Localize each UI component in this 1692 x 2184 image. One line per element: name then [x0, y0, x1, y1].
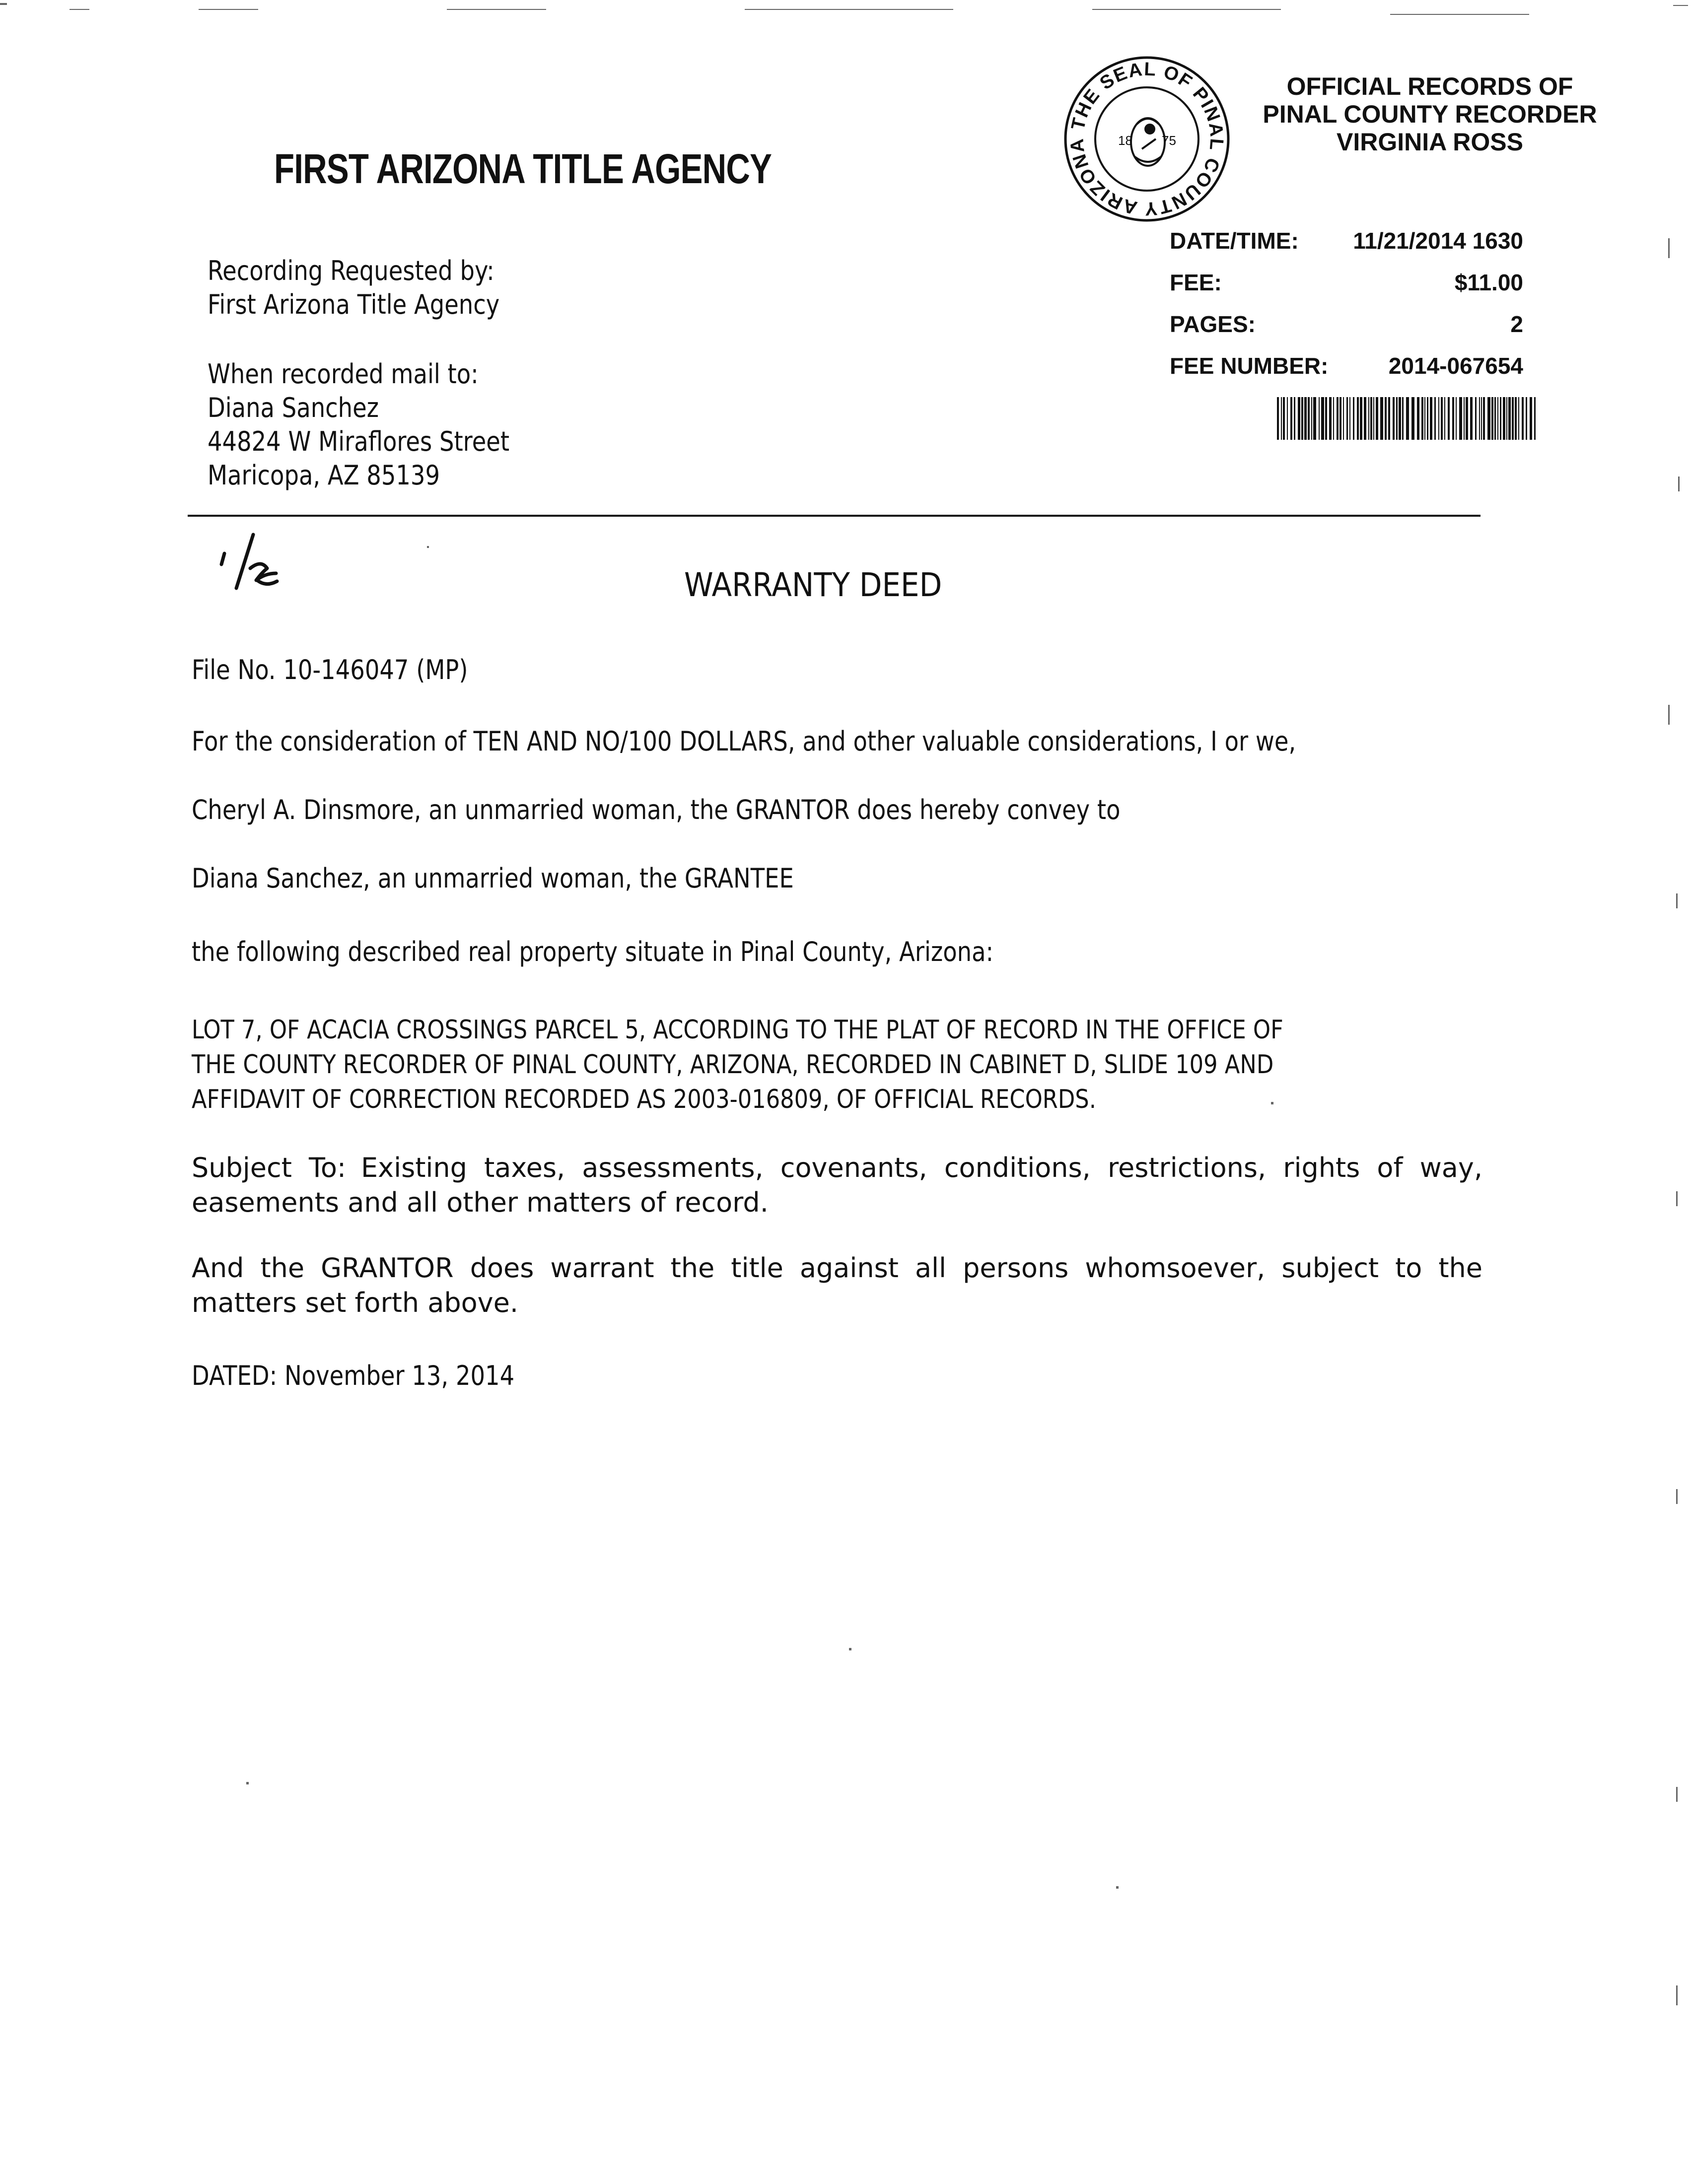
barcode-bar [1452, 397, 1454, 440]
mail-to-label: When recorded mail to: [208, 358, 479, 390]
barcode-bar [1346, 397, 1348, 440]
barcode-bar [1464, 397, 1465, 440]
barcode-bar [1530, 397, 1532, 440]
barcode-bar [1503, 397, 1505, 440]
pages-label: PAGES: [1170, 311, 1256, 337]
barcode-bar [1281, 397, 1282, 440]
dated-line: DATED: November 13, 2014 [192, 1360, 515, 1391]
barcode-bar [1370, 397, 1372, 440]
subject-to-text: Existing taxes, assessments, covenants, conditions, restrictions, rights of way, easements and all other matters of record. [192, 1152, 1482, 1218]
barcode-bar [1337, 397, 1339, 440]
barcode-bar [1438, 397, 1439, 440]
barcode-bar [1406, 397, 1409, 440]
recording-requested-block [208, 254, 499, 322]
barcode-bar [1494, 397, 1496, 440]
barcode-bar [1287, 397, 1288, 440]
legal-description-line: LOT 7, OF ACACIA CROSSINGS PARCEL 5, ACCORDING TO THE PLAT OF RECORD IN THE OFFICE OF [192, 1015, 1283, 1045]
barcode-bar [1325, 397, 1327, 440]
barcode-bar [1311, 397, 1312, 440]
barcode-bar [1430, 397, 1432, 440]
barcode-bar [1479, 397, 1480, 440]
barcode-bar [1340, 397, 1341, 440]
recording-requested-name: First Arizona Title Agency [208, 289, 500, 320]
barcode-bar [1368, 397, 1369, 440]
barcode-bar [1508, 397, 1511, 440]
grantor-clause: Cheryl A. Dinsmore, an unmarried woman, the GRANTOR does hereby convey to [192, 794, 1121, 825]
agency-name: FIRST ARIZONA TITLE AGENCY [274, 145, 772, 192]
barcode-bar [1526, 397, 1527, 440]
barcode-bar [1522, 397, 1524, 440]
file-number: File No. 10-146047 (MP) [192, 654, 468, 685]
barcode-bar [1333, 397, 1334, 440]
barcode-bar [1385, 397, 1387, 440]
recording-info-table [1170, 227, 1523, 394]
warranty-paragraph: And the GRANTOR does warrant the title against all persons whomsoever, subject to the matters set forth above. [192, 1252, 1482, 1318]
barcode-bar [1441, 397, 1443, 440]
barcode-bar [1298, 397, 1300, 440]
fee-value: $11.00 [1454, 270, 1523, 295]
barcode-bar [1491, 397, 1493, 440]
recorder-office-header [1241, 72, 1619, 156]
barcode-bar [1343, 397, 1344, 440]
consideration-clause: For the consideration of TEN AND NO/100 DOLLARS, and other valuable considerations, I or we, [192, 726, 1296, 757]
barcode-bar [1380, 397, 1383, 440]
barcode-icon [1277, 397, 1537, 440]
property-intro: the following described real property situate in Pinal County, Arizona: [192, 936, 994, 967]
svg-text:THE SEAL OF PINAL COUNTY ARIZO [1066, 59, 1227, 219]
barcode-bar [1283, 397, 1285, 440]
barcode-bar [1294, 397, 1295, 440]
fee-row [1170, 269, 1523, 311]
barcode-bar [1329, 397, 1332, 440]
barcode-bar [1290, 397, 1292, 440]
barcode-bar [1393, 397, 1395, 440]
seal-year-right: 75 [1162, 133, 1176, 148]
barcode-bar [1456, 397, 1457, 440]
barcode-bar [1388, 397, 1390, 440]
barcode-bar [1487, 397, 1490, 440]
fee-label: FEE: [1170, 270, 1222, 295]
barcode-bar [1373, 397, 1374, 440]
datetime-row [1170, 227, 1523, 269]
datetime-label: DATE/TIME: [1170, 228, 1299, 254]
barcode-bar [1319, 397, 1320, 440]
barcode-bar [1321, 397, 1324, 440]
grantee-clause: Diana Sanchez, an unmarried woman, the GRANTEE [192, 863, 794, 894]
barcode-bar [1353, 397, 1354, 440]
barcode-bar [1497, 397, 1498, 440]
barcode-bar [1402, 397, 1404, 440]
handwritten-initials-icon [208, 529, 297, 605]
barcode-bar [1421, 397, 1423, 440]
seal-year-left: 18 [1118, 133, 1132, 148]
barcode-bar [1417, 397, 1419, 440]
barcode-bar [1448, 397, 1450, 440]
barcode-bar [1427, 397, 1428, 440]
legal-description-line: THE COUNTY RECORDER OF PINAL COUNTY, ARIZONA, RECORDED IN CABINET D, SLIDE 109 AND [192, 1050, 1274, 1080]
barcode-bar [1481, 397, 1482, 440]
recorder-line-1: OFFICIAL RECORDS OF [1286, 72, 1573, 100]
recording-requested-label: Recording Requested by: [208, 255, 494, 286]
mail-to-city: Maricopa, AZ 85139 [208, 460, 440, 491]
barcode-bar [1357, 397, 1359, 440]
pages-value: 2 [1510, 311, 1523, 337]
fee-number-value: 2014-067654 [1388, 353, 1523, 379]
barcode-bar [1534, 397, 1536, 440]
barcode-bar [1459, 397, 1462, 440]
recorder-line-3: VIRGINIA ROSS [1337, 128, 1523, 156]
barcode-bar [1301, 397, 1303, 440]
barcode-bar [1313, 397, 1316, 440]
mail-to-street: 44824 W Miraflores Street [208, 426, 510, 457]
barcode-bar [1399, 397, 1401, 440]
barcode-bar [1360, 397, 1362, 440]
subject-to-paragraph [192, 1151, 1482, 1220]
recorder-line-2: PINAL COUNTY RECORDER [1263, 100, 1597, 128]
pages-row [1170, 311, 1523, 352]
barcode-bar [1444, 397, 1445, 440]
barcode-bar [1411, 397, 1414, 440]
fee-number-label: FEE NUMBER: [1170, 353, 1329, 379]
mail-to-block [208, 357, 509, 492]
barcode-bar [1512, 397, 1514, 440]
seal-emblem-icon [1131, 118, 1165, 166]
barcode-bar [1434, 397, 1436, 440]
barcode-bar [1364, 397, 1366, 440]
barcode-bar [1475, 397, 1477, 440]
fee-number-row [1170, 352, 1523, 394]
barcode-bar [1515, 397, 1517, 440]
county-seal [1062, 55, 1231, 223]
barcode-bar [1424, 397, 1426, 440]
barcode-bar [1304, 397, 1307, 440]
barcode-bar [1308, 397, 1310, 440]
barcode-bar [1500, 397, 1501, 440]
barcode-bar [1277, 397, 1279, 440]
barcode-bar [1396, 397, 1398, 440]
barcode-bar [1518, 397, 1519, 440]
barcode-bar [1466, 397, 1468, 440]
document-title: WARRANTY DEED [684, 566, 942, 604]
barcode-bar [1349, 397, 1350, 440]
barcode-bar [1483, 397, 1485, 440]
subject-to-label: Subject To: [192, 1152, 347, 1183]
barcode-bar [1470, 397, 1473, 440]
seal-ring-text: THE SEAL OF PINAL COUNTY ARIZONA [1066, 59, 1227, 219]
barcode-bar [1376, 397, 1378, 440]
legal-description [192, 1013, 1283, 1117]
header-divider [188, 515, 1480, 517]
datetime-value: 11/21/2014 1630 [1353, 228, 1523, 254]
mail-to-name: Diana Sanchez [208, 392, 379, 423]
barcode-bar [1506, 397, 1507, 440]
legal-description-line: AFFIDAVIT OF CORRECTION RECORDED AS 2003-016809, OF OFFICIAL RECORDS. [192, 1085, 1096, 1114]
